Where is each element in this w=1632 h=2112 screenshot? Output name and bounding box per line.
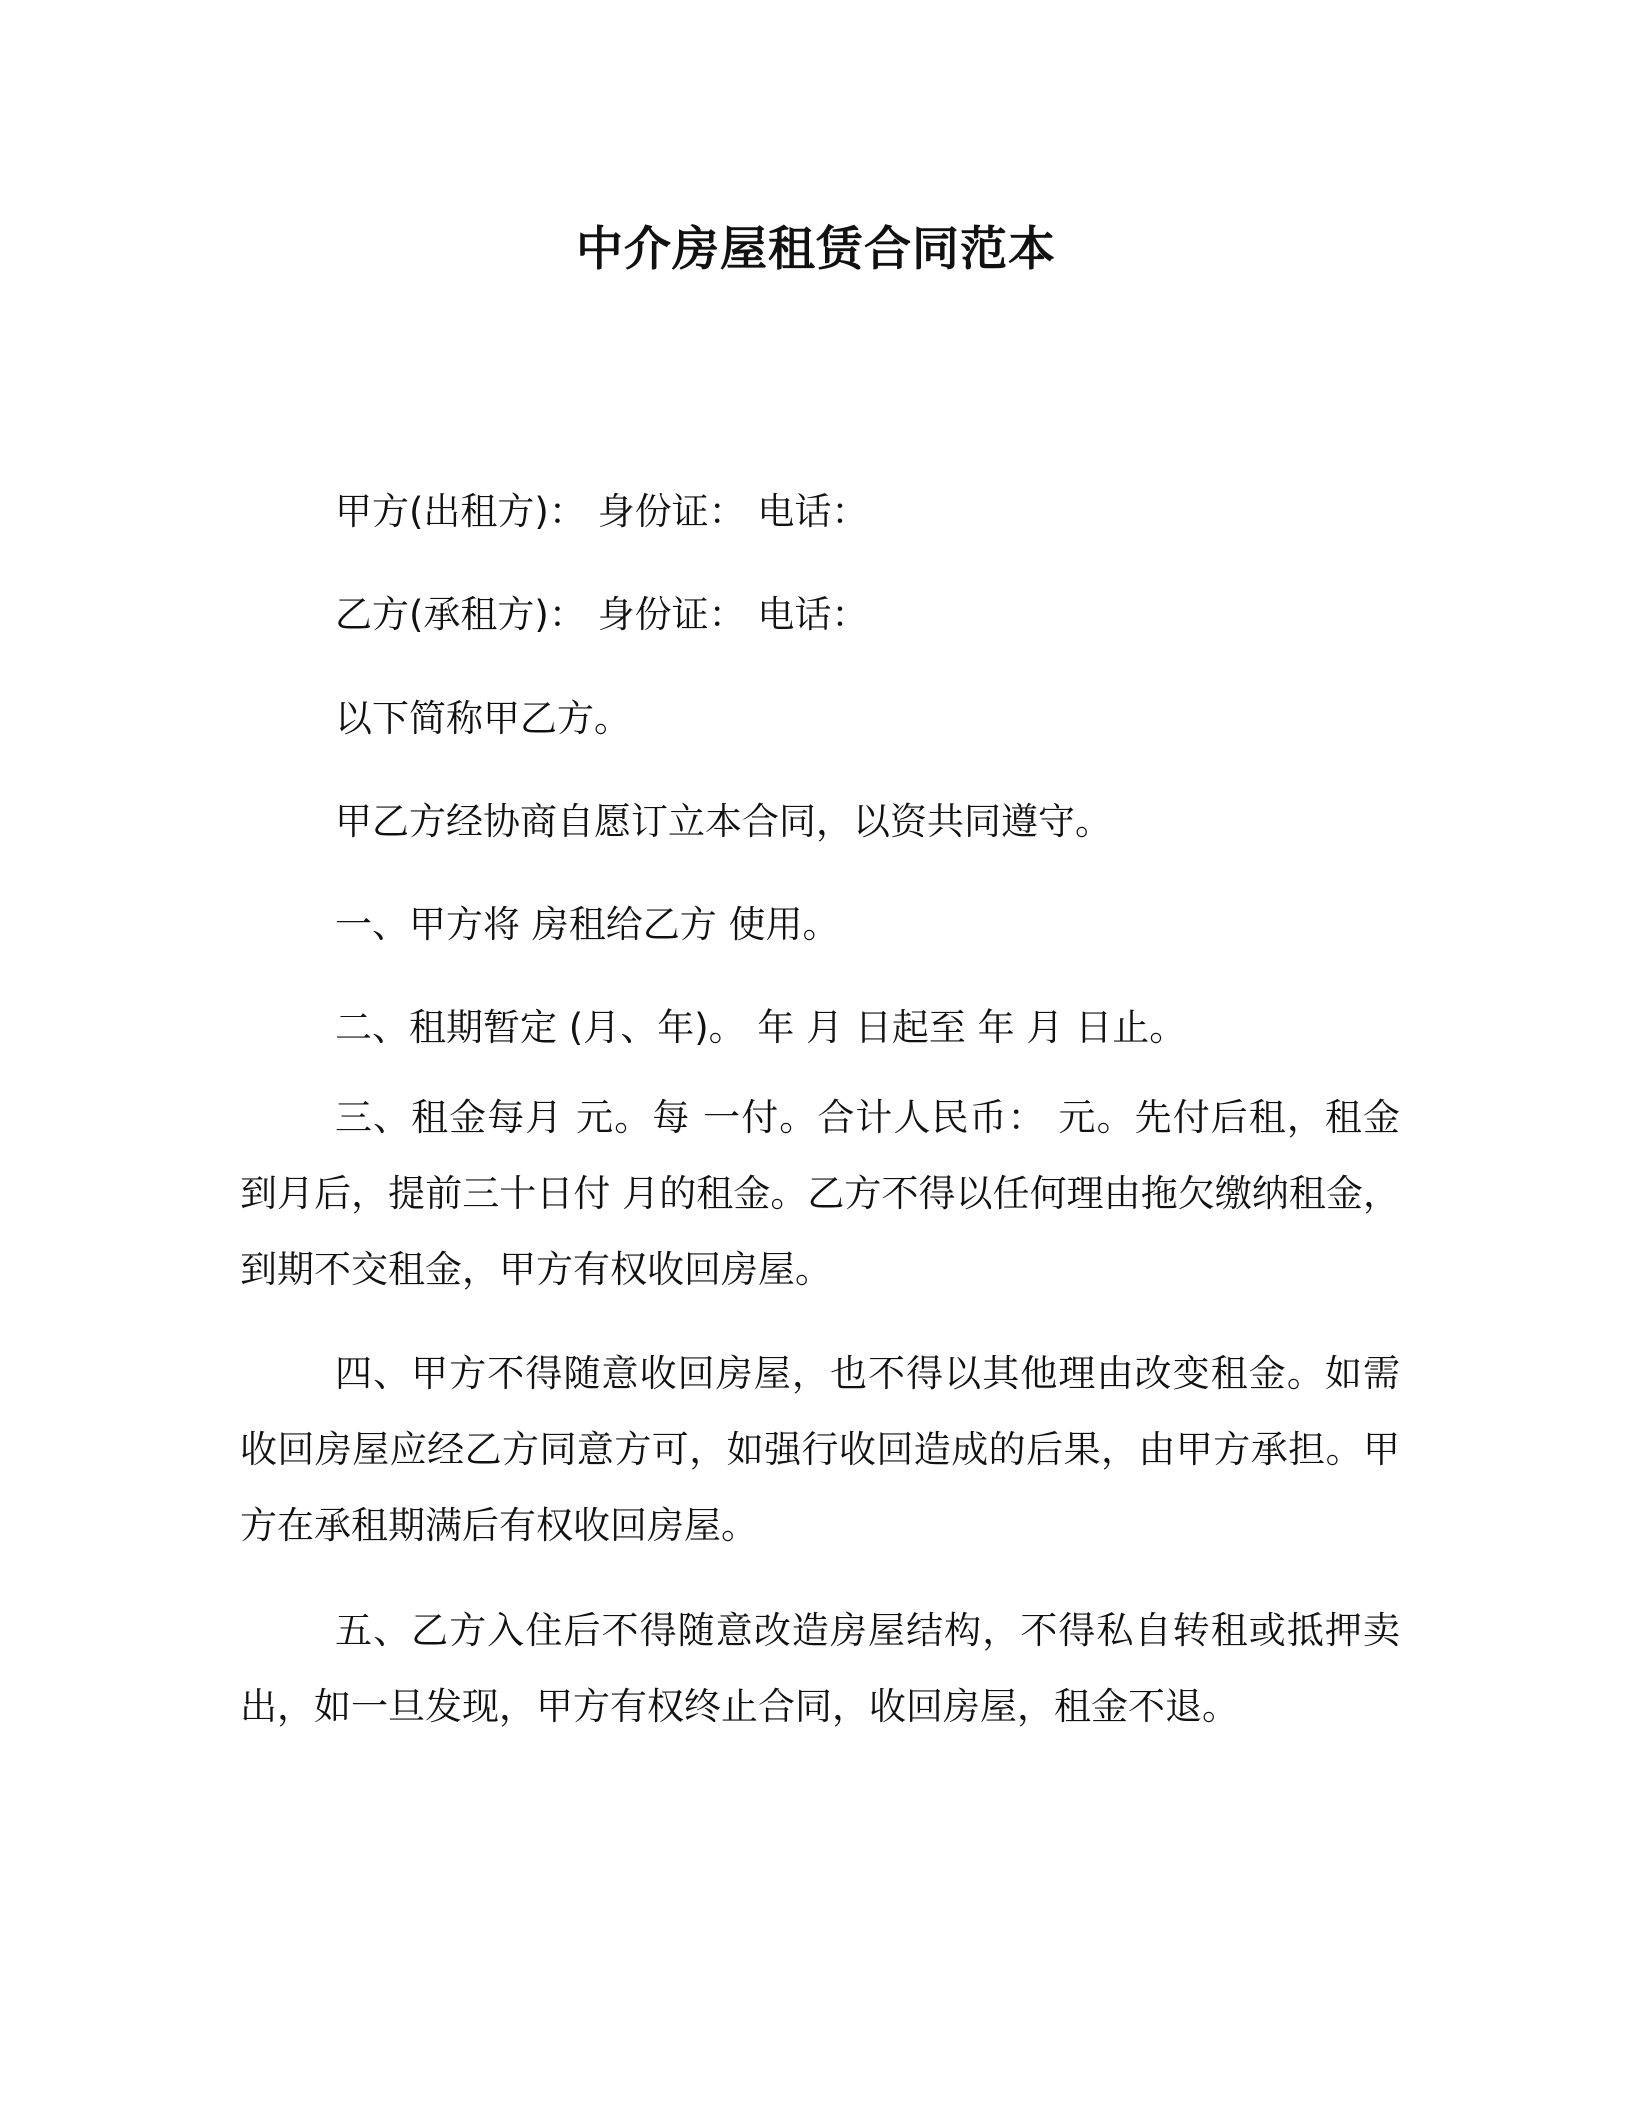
- preamble-line: 甲乙方经协商自愿订立本合同，以资共同遵守。: [335, 800, 1112, 843]
- document-title: 中介房屋租赁合同范本: [576, 222, 1056, 277]
- clause-5: 五、乙方入住后不得随意改造房屋结构，不得私自转租或抵押卖出，如一旦发现，甲方有权终止合同，收回房屋，租金不退。: [240, 1609, 1400, 1728]
- clause-4: 四、甲方不得随意收回房屋，也不得以其他理由改变租金。如需收回房屋应经乙方同意方可，如强行收回造成的后果，由甲方承担。甲方在承租期满后有权收回房屋。: [240, 1352, 1400, 1547]
- clause-1: 一、甲方将 房租给乙方 使用。: [335, 903, 840, 946]
- party-a-line: 甲方(出租方)： 身份证： 电话：: [335, 490, 869, 533]
- party-b-line: 乙方(承租方)： 身份证： 电话：: [335, 593, 869, 636]
- clause-3: 三、租金每月 元。每 一付。合计人民币： 元。先付后租，租金到月后，提前三十日付 月的租金。乙方不得以任何理由拖欠缴纳租金，到期不交租金，甲方有权收回房屋。: [240, 1096, 1400, 1291]
- clause-2: 二、租期暂定 (月、年)。 年 月 日起至 年 月 日止。: [335, 1006, 1187, 1049]
- abbreviation-line: 以下简称甲乙方。: [335, 697, 631, 740]
